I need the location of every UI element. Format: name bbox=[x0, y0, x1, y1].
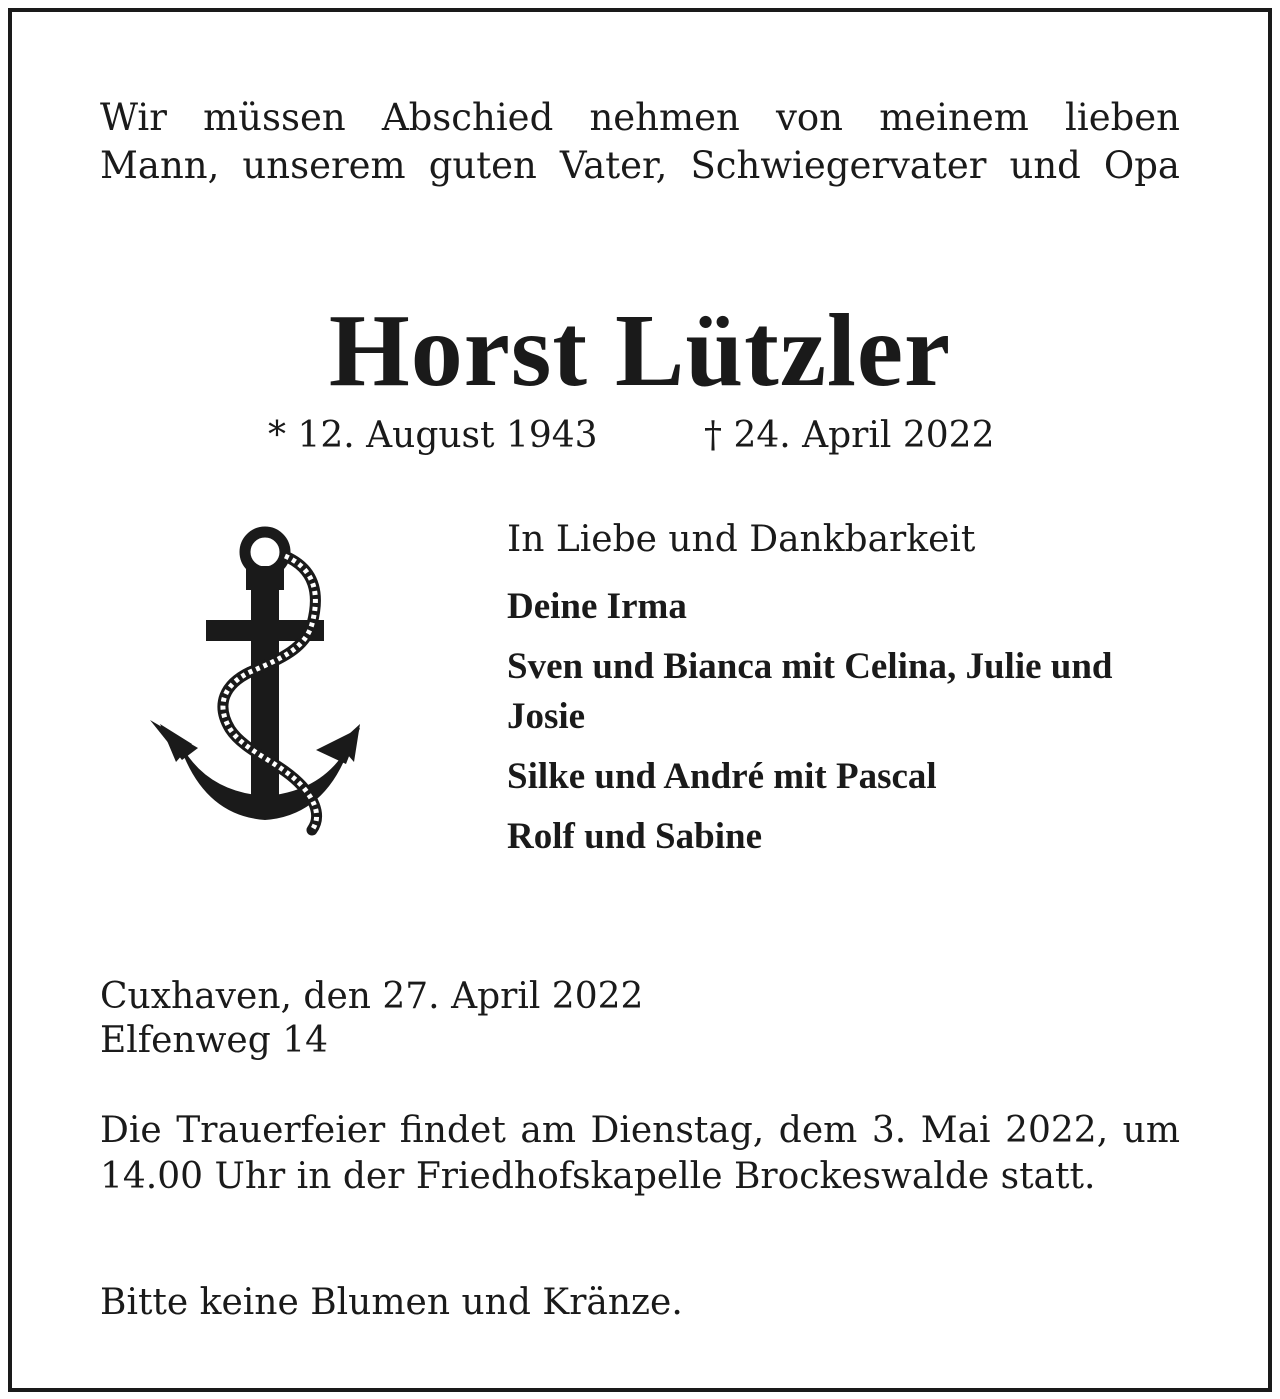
intro-line-1: Wir müssen Abschied nehmen von meinem lieben bbox=[100, 96, 1180, 139]
city-date: Cuxhaven, den 27. April 2022 bbox=[100, 976, 644, 1017]
address: Elfenweg 14 bbox=[100, 1020, 329, 1061]
family-member: Silke und André mit Pascal bbox=[507, 756, 937, 797]
anchor-icon bbox=[140, 524, 370, 844]
ceremony-info: Die Trauerfeier findet am Dienstag, dem 3. Mai 2022, um 14.00 Uhr in der Friedhofskapelle Brockeswalde statt. bbox=[100, 1110, 1180, 1197]
place-block bbox=[100, 975, 643, 1063]
dedication-text: In Liebe und Dankbarkeit bbox=[507, 519, 976, 560]
intro-text bbox=[100, 94, 1180, 190]
deceased-name: Horst Lützler bbox=[328, 293, 952, 408]
flowers-note: Bitte keine Blumen und Kränze. bbox=[100, 1282, 683, 1323]
family-member: Deine Irma bbox=[507, 586, 687, 627]
family-member: Rolf und Sabine bbox=[507, 816, 762, 857]
death-date: † 24. April 2022 bbox=[704, 415, 995, 456]
family-member: Sven und Bianca mit Celina, Julie und Josie bbox=[507, 646, 1113, 737]
family-block bbox=[507, 516, 1197, 872]
birth-date: * 12. August 1943 bbox=[268, 415, 598, 456]
intro-line-2: Mann, unserem guten Vater, Schwiegervater und Opa bbox=[100, 144, 1180, 187]
